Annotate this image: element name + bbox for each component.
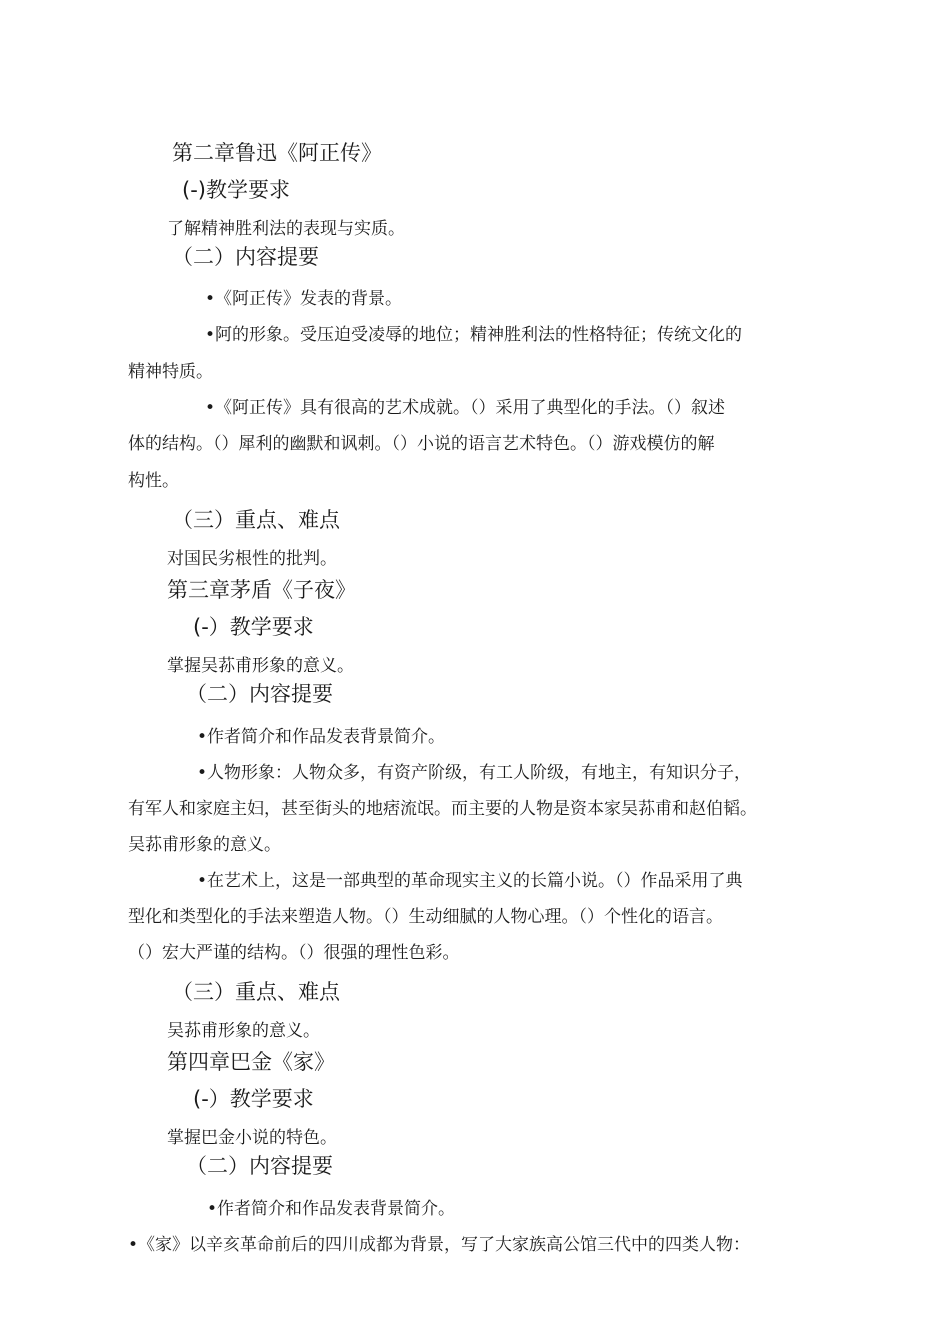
section-heading: （二）内容提要 [172,245,319,269]
paragraph-line: 型化和类型化的手法来塑造人物。（）生动细腻的人物心理。（）个性化的语言。 [128,907,723,927]
paragraph-line: 了解精神胜利法的表现与实质。 [167,219,405,239]
chapter-title: 第四章巴金《家》 [167,1050,335,1074]
bullet-item: •《家》以辛亥革命前后的四川成都为背景，写了大家族高公馆三代中的四类人物： [128,1235,751,1255]
paragraph-line: 掌握吴荪甫形象的意义。 [167,656,354,676]
bullet-item: •《阿正传》具有很高的艺术成就。（）采用了典型化的手法。（）叙述 [205,398,726,418]
chapter-title: 第三章茅盾《子夜》 [167,578,356,602]
section-heading: (-)教学要求 [182,178,290,202]
paragraph-line: 精神特质。 [128,362,213,382]
paragraph-line: （）宏大严谨的结构。（）很强的理性色彩。 [128,943,460,963]
paragraph-line: 对国民劣根性的批判。 [167,549,337,569]
section-heading: （三）重点、难点 [172,980,340,1004]
section-heading: (-）教学要求 [193,1087,314,1111]
bullet-item: •人物形象：人物众多，有资产阶级，有工人阶级，有地主，有知识分子， [197,763,752,783]
paragraph-line: 掌握巴金小说的特色。 [167,1128,337,1148]
paragraph-line: 吴荪甫形象的意义。 [167,1021,320,1041]
section-heading: （三）重点、难点 [172,508,340,532]
bullet-item: •阿的形象。受压迫受凌辱的地位；精神胜利法的性格特征；传统文化的 [205,325,743,345]
paragraph-line: 有军人和家庭主妇，甚至街头的地痞流氓。而主要的人物是资本家吴荪甫和赵伯韬。 [128,799,757,819]
chapter-title: 第二章鲁迅《阿正传》 [172,141,382,165]
paragraph-line: 体的结构。（）犀利的幽默和讽刺。（）小说的语言艺术特色。（）游戏模仿的解 [128,434,715,454]
bullet-item: •《阿正传》发表的背景。 [205,289,403,309]
section-heading: （二）内容提要 [186,1154,333,1178]
bullet-item: •作者简介和作品发表背景简介。 [207,1199,456,1219]
bullet-item: •作者简介和作品发表背景简介。 [197,727,446,747]
bullet-item: •在艺术上，这是一部典型的革命现实主义的长篇小说。（）作品采用了典 [197,871,743,891]
section-heading: （二）内容提要 [186,682,333,706]
paragraph-line: 构性。 [128,471,179,491]
section-heading: (-）教学要求 [193,615,314,639]
paragraph-line: 吴荪甫形象的意义。 [128,835,281,855]
